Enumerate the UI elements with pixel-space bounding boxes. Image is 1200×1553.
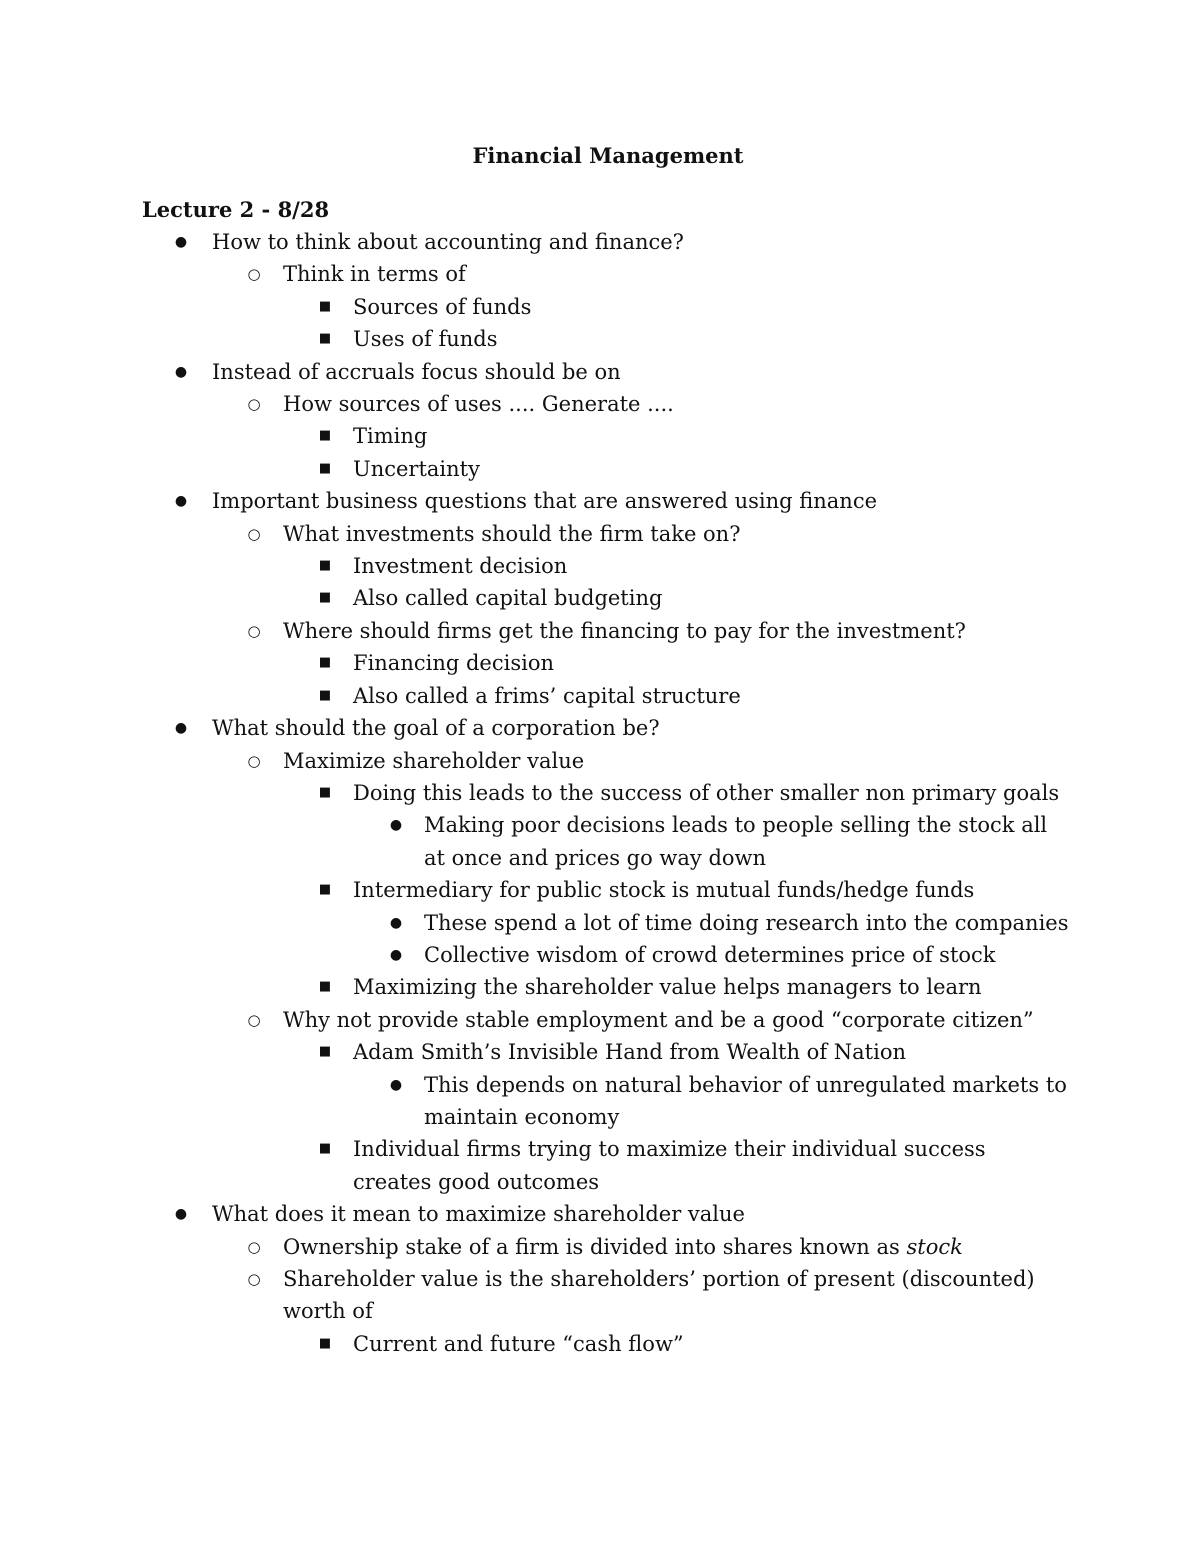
outline-item-text: What does it mean to maximize shareholder value (212, 1202, 745, 1227)
outline-item-text: Adam Smith’s Invisible Hand from Wealth of Nation (353, 1040, 906, 1065)
outline-item-text: Doing this leads to the success of other smaller non primary goals (353, 780, 1060, 805)
square-bullet-icon: ■ (318, 687, 332, 703)
lecture-heading: Lecture 2 - 8/28 (142, 197, 330, 222)
outline-item-text: Uses of funds (353, 327, 498, 352)
outline-item-text: How to think about accounting and finance? (212, 230, 684, 254)
outline-item (142, 809, 1070, 874)
outline-item-text: What should the goal of a corporation be? (212, 716, 660, 741)
outline-item-text: Instead of accruals focus should be on (212, 359, 621, 384)
outline-item (142, 907, 1070, 939)
outline-item-text: Where should firms get the financing to pay for the investment? (283, 618, 966, 643)
square-bullet-icon: ■ (318, 331, 332, 347)
hollow-circle-bullet-icon: ○ (247, 265, 261, 284)
hollow-circle-bullet-icon: ○ (247, 621, 261, 640)
square-bullet-icon: ■ (318, 460, 332, 476)
bullet-icon: ● (174, 720, 188, 737)
bullet-icon: ● (389, 946, 403, 963)
square-bullet-icon: ■ (318, 428, 332, 444)
outline-item-text: What investments should the firm take on? (283, 521, 741, 546)
outline-item (142, 745, 1070, 777)
outline-item (142, 939, 1070, 971)
outline-item (142, 550, 1070, 582)
bullet-icon: ● (174, 234, 188, 250)
square-bullet-icon: ■ (318, 882, 332, 898)
bullet-icon: ● (174, 1206, 188, 1223)
outline-item-text: Maximize shareholder value (283, 748, 585, 773)
outline-item-emphasis: stock (906, 1234, 963, 1259)
outline-item (142, 1231, 1070, 1263)
square-bullet-icon: ■ (318, 655, 332, 671)
outline-item (142, 1133, 1070, 1198)
outline-item-text: Current and future “cash flow” (353, 1331, 684, 1356)
hollow-circle-bullet-icon: ○ (247, 395, 261, 414)
outline-item-text: Also called a frims’ capital structure (353, 683, 741, 708)
outline-item (142, 1004, 1070, 1036)
outline-item-text: Also called capital budgeting (353, 586, 663, 611)
outline-item-text: Individual firms trying to maximize their individual success creates good outcomes (353, 1137, 986, 1194)
outline-item (142, 712, 1070, 744)
outline-item-text: Uncertainty (353, 456, 480, 481)
outline-item-text: Important business questions that are answered using finance (212, 489, 878, 514)
outline-item-text: This depends on natural behavior of unregulated markets to maintain economy (424, 1072, 1067, 1129)
square-bullet-icon: ■ (318, 590, 332, 606)
outline-item-text: These spend a lot of time doing research into the companies (424, 910, 1069, 935)
outline-item (142, 777, 1070, 809)
bullet-icon: ● (389, 1076, 403, 1093)
square-bullet-icon: ■ (318, 979, 332, 995)
square-bullet-icon: ■ (318, 1335, 332, 1351)
outline-item-text: Maximizing the shareholder value helps managers to learn (353, 975, 982, 1000)
outline-item (142, 258, 1070, 290)
square-bullet-icon: ■ (318, 1044, 332, 1060)
outline-item (142, 226, 1070, 258)
square-bullet-icon: ■ (318, 558, 332, 574)
outline-item (142, 615, 1070, 647)
outline-item (142, 1036, 1070, 1068)
outline-item (142, 1263, 1070, 1328)
outline-item (142, 291, 1070, 323)
hollow-circle-bullet-icon: ○ (247, 1010, 261, 1029)
hollow-circle-bullet-icon: ○ (247, 524, 261, 543)
outline-item (142, 971, 1070, 1003)
outline-item-text: Financing decision (353, 651, 554, 676)
hollow-circle-bullet-icon: ○ (247, 1237, 261, 1256)
hollow-circle-bullet-icon: ○ (247, 1270, 261, 1288)
square-bullet-icon: ■ (318, 298, 332, 314)
outline-item (142, 388, 1070, 420)
outline-item (142, 582, 1070, 614)
hollow-circle-bullet-icon: ○ (247, 751, 261, 770)
outline-item-text: Shareholder value is the shareholders’ portion of present (discounted) worth of (283, 1267, 1035, 1324)
outline-item (142, 518, 1070, 550)
outline-item-text: Think in terms of (283, 262, 466, 287)
outline-item-text: Sources of funds (353, 294, 532, 319)
square-bullet-icon: ■ (318, 784, 332, 800)
outline-item-text: Why not provide stable employment and be a good “corporate citizen” (283, 1007, 1034, 1032)
outline-item-text: Intermediary for public stock is mutual funds/hedge funds (353, 878, 975, 903)
bullet-icon: ● (174, 363, 188, 380)
outline-item (142, 323, 1070, 355)
outline-item-text: Ownership stake of a firm is divided into shares known as (283, 1234, 900, 1259)
bullet-icon: ● (389, 817, 403, 834)
outline-item (142, 647, 1070, 679)
outline-item (142, 680, 1070, 712)
document-title: Financial Management (472, 143, 744, 168)
bullet-icon: ● (174, 493, 188, 510)
outline-item (142, 485, 1070, 517)
outline-item-text: Investment decision (353, 554, 568, 579)
outline-item (142, 356, 1070, 388)
outline-item (142, 1328, 1070, 1360)
outline-item-text: Making poor decisions leads to people selling the stock all at once and prices go way down (424, 813, 1048, 870)
outline-item (142, 1198, 1070, 1230)
outline-item (142, 420, 1070, 452)
outline-item-text: How sources of uses .... Generate .... (283, 392, 674, 417)
outline-item (142, 1069, 1070, 1134)
bullet-icon: ● (389, 914, 403, 931)
outline-item (142, 874, 1070, 906)
lecture-outline (142, 226, 1070, 1360)
outline-item-text: Collective wisdom of crowd determines price of stock (424, 942, 996, 967)
outline-item-text: Timing (353, 424, 428, 449)
outline-item (142, 453, 1070, 485)
square-bullet-icon: ■ (318, 1141, 332, 1157)
